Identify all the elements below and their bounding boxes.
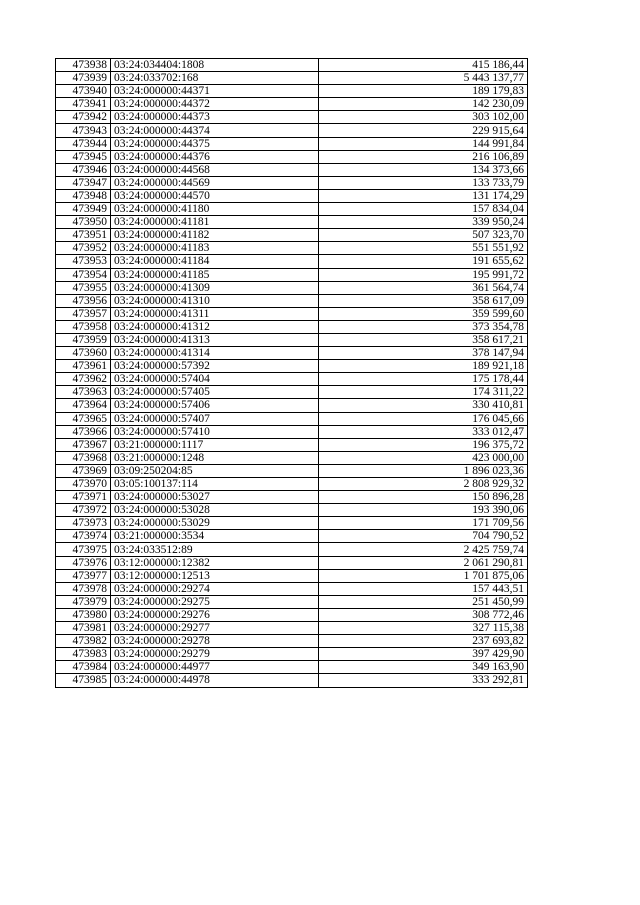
- row-number-cell: 473977: [56, 569, 111, 582]
- row-number-cell: 473945: [56, 150, 111, 163]
- table-row: [56, 59, 528, 72]
- row-number-cell: 473980: [56, 608, 111, 621]
- row-number-cell: 473983: [56, 648, 111, 661]
- row-number-cell: 473979: [56, 595, 111, 608]
- cadastral-number-cell: 03:24:000000:29276: [111, 608, 319, 621]
- cadastral-value-cell: 216 106,89: [319, 150, 528, 163]
- cadastral-number-cell: 03:05:100137:114: [111, 478, 319, 491]
- cadastral-value-cell: 358 617,09: [319, 294, 528, 307]
- row-number-cell: 473974: [56, 530, 111, 543]
- cadastral-number-cell: 03:24:000000:57392: [111, 360, 319, 373]
- table-row: [56, 203, 528, 216]
- row-number-cell: 473985: [56, 674, 111, 687]
- cadastral-number-cell: 03:24:000000:41185: [111, 268, 319, 281]
- cadastral-value-cell: 134 373,66: [319, 163, 528, 176]
- table-row: [56, 72, 528, 85]
- row-number-cell: 473972: [56, 504, 111, 517]
- row-number-cell: 473952: [56, 242, 111, 255]
- row-number-cell: 473955: [56, 281, 111, 294]
- cadastral-number-cell: 03:24:000000:44371: [111, 85, 319, 98]
- cadastral-number-cell: 03:24:000000:44372: [111, 98, 319, 111]
- table-row: [56, 556, 528, 569]
- cadastral-number-cell: 03:24:033512:89: [111, 543, 319, 556]
- row-number-cell: 473984: [56, 661, 111, 674]
- row-number-cell: 473976: [56, 556, 111, 569]
- cadastral-value-cell: 330 410,81: [319, 399, 528, 412]
- cadastral-number-cell: 03:24:000000:41311: [111, 307, 319, 320]
- row-number-cell: 473943: [56, 124, 111, 137]
- cadastral-value-cell: 2 808 929,32: [319, 478, 528, 491]
- table-row: [56, 373, 528, 386]
- cadastral-value-cell: 423 000,00: [319, 451, 528, 464]
- cadastral-number-cell: 03:24:000000:29279: [111, 648, 319, 661]
- cadastral-value-cell: 333 292,81: [319, 674, 528, 687]
- cadastral-value-cell: 195 991,72: [319, 268, 528, 281]
- table-row: [56, 307, 528, 320]
- cadastral-number-cell: 03:24:000000:44977: [111, 661, 319, 674]
- table-row: [56, 412, 528, 425]
- row-number-cell: 473975: [56, 543, 111, 556]
- row-number-cell: 473962: [56, 373, 111, 386]
- table-row: [56, 491, 528, 504]
- row-number-cell: 473940: [56, 85, 111, 98]
- row-number-cell: 473981: [56, 622, 111, 635]
- cadastral-number-cell: 03:24:000000:44373: [111, 111, 319, 124]
- cadastral-value-cell: 2 061 290,81: [319, 556, 528, 569]
- row-number-cell: 473939: [56, 72, 111, 85]
- row-number-cell: 473949: [56, 203, 111, 216]
- cadastral-number-cell: 03:24:000000:44374: [111, 124, 319, 137]
- row-number-cell: 473942: [56, 111, 111, 124]
- cadastral-value-cell: 171 709,56: [319, 517, 528, 530]
- table-row: [56, 242, 528, 255]
- row-number-cell: 473970: [56, 478, 111, 491]
- table-row: [56, 635, 528, 648]
- cadastral-number-cell: 03:24:000000:29275: [111, 595, 319, 608]
- cadastral-number-cell: 03:24:000000:57410: [111, 425, 319, 438]
- cadastral-number-cell: 03:24:000000:41184: [111, 255, 319, 268]
- cadastral-number-cell: 03:24:000000:53027: [111, 491, 319, 504]
- table-row: [56, 189, 528, 202]
- cadastral-number-cell: 03:24:000000:41312: [111, 320, 319, 333]
- table-row: [56, 124, 528, 137]
- cadastral-number-cell: 03:24:000000:41182: [111, 229, 319, 242]
- cadastral-number-cell: 03:24:000000:41183: [111, 242, 319, 255]
- cadastral-number-cell: 03:24:000000:57407: [111, 412, 319, 425]
- cadastral-number-cell: 03:24:000000:57406: [111, 399, 319, 412]
- table-row: [56, 648, 528, 661]
- cadastral-value-table: [55, 58, 528, 688]
- row-number-cell: 473941: [56, 98, 111, 111]
- cadastral-number-cell: 03:24:000000:29278: [111, 635, 319, 648]
- table-row: [56, 320, 528, 333]
- cadastral-value-cell: 2 425 759,74: [319, 543, 528, 556]
- cadastral-value-cell: 189 921,18: [319, 360, 528, 373]
- cadastral-number-cell: 03:24:000000:57404: [111, 373, 319, 386]
- cadastral-value-cell: 415 186,44: [319, 59, 528, 72]
- row-number-cell: 473946: [56, 163, 111, 176]
- table-row: [56, 464, 528, 477]
- cadastral-number-cell: 03:12:000000:12513: [111, 569, 319, 582]
- cadastral-number-cell: 03:24:000000:29277: [111, 622, 319, 635]
- table-row: [56, 85, 528, 98]
- cadastral-value-cell: 1 896 023,36: [319, 464, 528, 477]
- table-row: [56, 176, 528, 189]
- table-row: [56, 150, 528, 163]
- row-number-cell: 473944: [56, 137, 111, 150]
- table-row: [56, 229, 528, 242]
- cadastral-value-cell: 303 102,00: [319, 111, 528, 124]
- table-row: [56, 281, 528, 294]
- cadastral-number-cell: 03:24:000000:44568: [111, 163, 319, 176]
- table-row: [56, 98, 528, 111]
- row-number-cell: 473960: [56, 347, 111, 360]
- table-row: [56, 582, 528, 595]
- row-number-cell: 473959: [56, 333, 111, 346]
- table-row: [56, 386, 528, 399]
- table-row: [56, 333, 528, 346]
- cadastral-value-cell: 175 178,44: [319, 373, 528, 386]
- cadastral-value-cell: 1 701 875,06: [319, 569, 528, 582]
- cadastral-value-cell: 704 790,52: [319, 530, 528, 543]
- table-row: [56, 530, 528, 543]
- cadastral-number-cell: 03:24:000000:44569: [111, 176, 319, 189]
- table-row: [56, 622, 528, 635]
- table-row: [56, 216, 528, 229]
- row-number-cell: 473968: [56, 451, 111, 464]
- row-number-cell: 473973: [56, 517, 111, 530]
- table-row: [56, 347, 528, 360]
- table-row: [56, 438, 528, 451]
- cadastral-value-cell: 251 450,99: [319, 595, 528, 608]
- table-row: [56, 595, 528, 608]
- cadastral-value-cell: 378 147,94: [319, 347, 528, 360]
- cadastral-value-cell: 551 551,92: [319, 242, 528, 255]
- cadastral-value-cell: 333 012,47: [319, 425, 528, 438]
- cadastral-number-cell: 03:24:000000:57405: [111, 386, 319, 399]
- cadastral-value-cell: 176 045,66: [319, 412, 528, 425]
- cadastral-value-cell: 133 733,79: [319, 176, 528, 189]
- cadastral-number-cell: 03:24:000000:41180: [111, 203, 319, 216]
- cadastral-value-cell: 361 564,74: [319, 281, 528, 294]
- cadastral-number-cell: 03:24:000000:41310: [111, 294, 319, 307]
- table-row: [56, 294, 528, 307]
- row-number-cell: 473961: [56, 360, 111, 373]
- table-row: [56, 111, 528, 124]
- cadastral-number-cell: 03:24:000000:29274: [111, 582, 319, 595]
- cadastral-value-cell: 5 443 137,77: [319, 72, 528, 85]
- cadastral-number-cell: 03:21:000000:3534: [111, 530, 319, 543]
- table-row: [56, 674, 528, 687]
- cadastral-value-cell: 157 834,04: [319, 203, 528, 216]
- table-row: [56, 268, 528, 281]
- row-number-cell: 473971: [56, 491, 111, 504]
- table-row: [56, 255, 528, 268]
- row-number-cell: 473963: [56, 386, 111, 399]
- row-number-cell: 473953: [56, 255, 111, 268]
- cadastral-value-cell: 358 617,21: [319, 333, 528, 346]
- cadastral-number-cell: 03:24:000000:53028: [111, 504, 319, 517]
- cadastral-number-cell: 03:24:000000:53029: [111, 517, 319, 530]
- cadastral-number-cell: 03:24:000000:41313: [111, 333, 319, 346]
- cadastral-number-cell: 03:24:000000:41309: [111, 281, 319, 294]
- cadastral-value-cell: 144 991,84: [319, 137, 528, 150]
- cadastral-value-cell: 189 179,83: [319, 85, 528, 98]
- cadastral-value-cell: 157 443,51: [319, 582, 528, 595]
- cadastral-number-cell: 03:24:000000:44375: [111, 137, 319, 150]
- table-row: [56, 360, 528, 373]
- cadastral-value-cell: 193 390,06: [319, 504, 528, 517]
- cadastral-value-cell: 191 655,62: [319, 255, 528, 268]
- row-number-cell: 473982: [56, 635, 111, 648]
- row-number-cell: 473964: [56, 399, 111, 412]
- cadastral-value-cell: 339 950,24: [319, 216, 528, 229]
- cadastral-number-cell: 03:24:033702:168: [111, 72, 319, 85]
- cadastral-number-cell: 03:21:000000:1248: [111, 451, 319, 464]
- cadastral-value-cell: 397 429,90: [319, 648, 528, 661]
- table-row: [56, 569, 528, 582]
- row-number-cell: 473957: [56, 307, 111, 320]
- cadastral-number-cell: 03:24:000000:44570: [111, 189, 319, 202]
- cadastral-value-cell: 237 693,82: [319, 635, 528, 648]
- row-number-cell: 473954: [56, 268, 111, 281]
- cadastral-value-cell: 142 230,09: [319, 98, 528, 111]
- table-body: [56, 59, 528, 688]
- cadastral-value-cell: 349 163,90: [319, 661, 528, 674]
- cadastral-value-cell: 507 323,70: [319, 229, 528, 242]
- table-row: [56, 661, 528, 674]
- row-number-cell: 473967: [56, 438, 111, 451]
- cadastral-value-cell: 131 174,29: [319, 189, 528, 202]
- cadastral-value-cell: 308 772,46: [319, 608, 528, 621]
- table-row: [56, 425, 528, 438]
- cadastral-value-cell: 150 896,28: [319, 491, 528, 504]
- row-number-cell: 473950: [56, 216, 111, 229]
- table-row: [56, 504, 528, 517]
- row-number-cell: 473969: [56, 464, 111, 477]
- table-row: [56, 451, 528, 464]
- table-row: [56, 399, 528, 412]
- cadastral-number-cell: 03:24:000000:44376: [111, 150, 319, 163]
- cadastral-value-cell: 174 311,22: [319, 386, 528, 399]
- row-number-cell: 473958: [56, 320, 111, 333]
- row-number-cell: 473978: [56, 582, 111, 595]
- row-number-cell: 473966: [56, 425, 111, 438]
- cadastral-number-cell: 03:24:034404:1808: [111, 59, 319, 72]
- table-row: [56, 137, 528, 150]
- row-number-cell: 473947: [56, 176, 111, 189]
- row-number-cell: 473956: [56, 294, 111, 307]
- cadastral-number-cell: 03:24:000000:41314: [111, 347, 319, 360]
- table-row: [56, 543, 528, 556]
- cadastral-value-cell: 327 115,38: [319, 622, 528, 635]
- cadastral-number-cell: 03:24:000000:41181: [111, 216, 319, 229]
- cadastral-number-cell: 03:09:250204:85: [111, 464, 319, 477]
- cadastral-value-cell: 196 375,72: [319, 438, 528, 451]
- row-number-cell: 473938: [56, 59, 111, 72]
- table-row: [56, 608, 528, 621]
- cadastral-number-cell: 03:21:000000:1117: [111, 438, 319, 451]
- cadastral-number-cell: 03:24:000000:44978: [111, 674, 319, 687]
- cadastral-number-cell: 03:12:000000:12382: [111, 556, 319, 569]
- table-row: [56, 517, 528, 530]
- cadastral-value-cell: 359 599,60: [319, 307, 528, 320]
- cadastral-value-cell: 229 915,64: [319, 124, 528, 137]
- table-row: [56, 478, 528, 491]
- row-number-cell: 473948: [56, 189, 111, 202]
- table-row: [56, 163, 528, 176]
- row-number-cell: 473965: [56, 412, 111, 425]
- cadastral-value-cell: 373 354,78: [319, 320, 528, 333]
- row-number-cell: 473951: [56, 229, 111, 242]
